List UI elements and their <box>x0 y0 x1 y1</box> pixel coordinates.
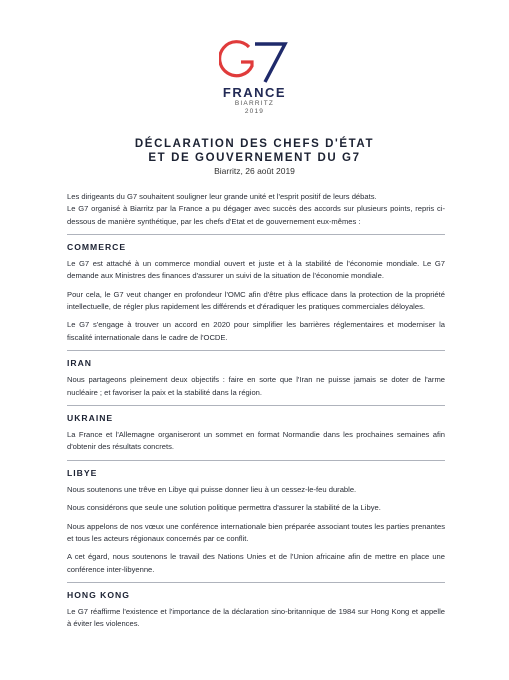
hong-kong-paragraph-1: Le G7 réaffirme l'existence et l'importance de la déclaration sino-britannique de 1984 sur Hong Kong et appelle à éviter les violences. <box>67 607 445 629</box>
commerce-paragraph-1: Le G7 est attaché à un commerce mondial ouvert et juste et à la stabilité de l'économie mondiale. Le G7 demande aux Ministres des finances d'assurer un suivi de la situation de l'économie mondiale. <box>67 259 445 281</box>
commerce-paragraph-3: Le G7 s'engage à trouver un accord en 2020 pour simplifier les barrières réglementaires et moderniser la fiscalité internationale dans le cadre de l'OCDE. <box>67 320 445 342</box>
section-divider <box>67 582 445 583</box>
section-heading-ukraine: UKRAINE <box>67 412 114 423</box>
declaration-title <box>0 137 509 165</box>
intro-paragraph-1: Les dirigeants du G7 souhaitent souligner leur grande unité et l'esprit positif de leurs débats. <box>67 192 377 201</box>
section-divider <box>67 234 445 235</box>
section-heading-hong-kong: HONG KONG <box>67 589 130 600</box>
libye-paragraph-2: Nous considérons que seule une solution politique permettra d'assurer la stabilité de la Libye. <box>67 503 381 513</box>
logo-country: FRANCE <box>222 85 287 100</box>
section-heading-libye: LIBYE <box>67 467 98 478</box>
libye-paragraph-3: Nous appelons de nos vœux une conférence internationale bien préparée associant toutes les parties prenantes et tous les acteurs régionaux concernés par ce conflit. <box>67 521 445 543</box>
g7-logo-mark <box>219 38 291 84</box>
g7-logo <box>0 38 509 126</box>
ukraine-paragraph-1: La France et l'Allemagne organiseront un sommet en format Normandie dans les prochaines semaines afin d'obtenir des résultats concrets. <box>67 430 445 452</box>
section-divider <box>67 460 445 461</box>
libye-paragraph-1: Nous soutenons une trêve en Libye qui puisse donner lieu à un cessez-le-feu durable. <box>67 485 357 495</box>
section-heading-iran: IRAN <box>67 357 93 368</box>
iran-paragraph-1: Nous partageons pleinement deux objectifs : faire en sorte que l'Iran ne puisse jamais se doter de l'arme nucléaire ; et favoriser la paix et la stabilité dans la région. <box>67 375 445 397</box>
dateline: Biarritz, 26 août 2019 <box>214 166 295 176</box>
libye-paragraph-4: A cet égard, nous soutenons le travail des Nations Unies et de l'Union africaine afin de mettre en place une conférence inter-libyenne. <box>67 552 445 574</box>
intro-paragraph-2: Le G7 organisé à Biarritz par la France a pu dégager avec succès des accords sur plusieurs points, repris ci-dessous de manière synthétique, par les chefs d'Etat et de gouvernement eux-mêmes : <box>67 204 445 226</box>
section-divider <box>67 405 445 406</box>
section-heading-commerce: COMMERCE <box>67 241 127 252</box>
title-line-2: ET DE GOUVERNEMENT DU G7 <box>148 152 361 164</box>
title-line-1: DÉCLARATION DES CHEFS D'ÉTAT <box>134 138 375 150</box>
commerce-paragraph-2: Pour cela, le G7 veut changer en profondeur l'OMC afin d'être plus efficace dans la protection de la propriété intellectuelle, de régler plus rapidement les différends et d'éradiquer les pratiques commerciales déloyales. <box>67 289 445 312</box>
logo-year: 2019 <box>244 108 265 115</box>
declaration-body <box>67 191 445 637</box>
section-divider <box>67 350 445 351</box>
logo-city: BIARRITZ <box>234 100 275 107</box>
